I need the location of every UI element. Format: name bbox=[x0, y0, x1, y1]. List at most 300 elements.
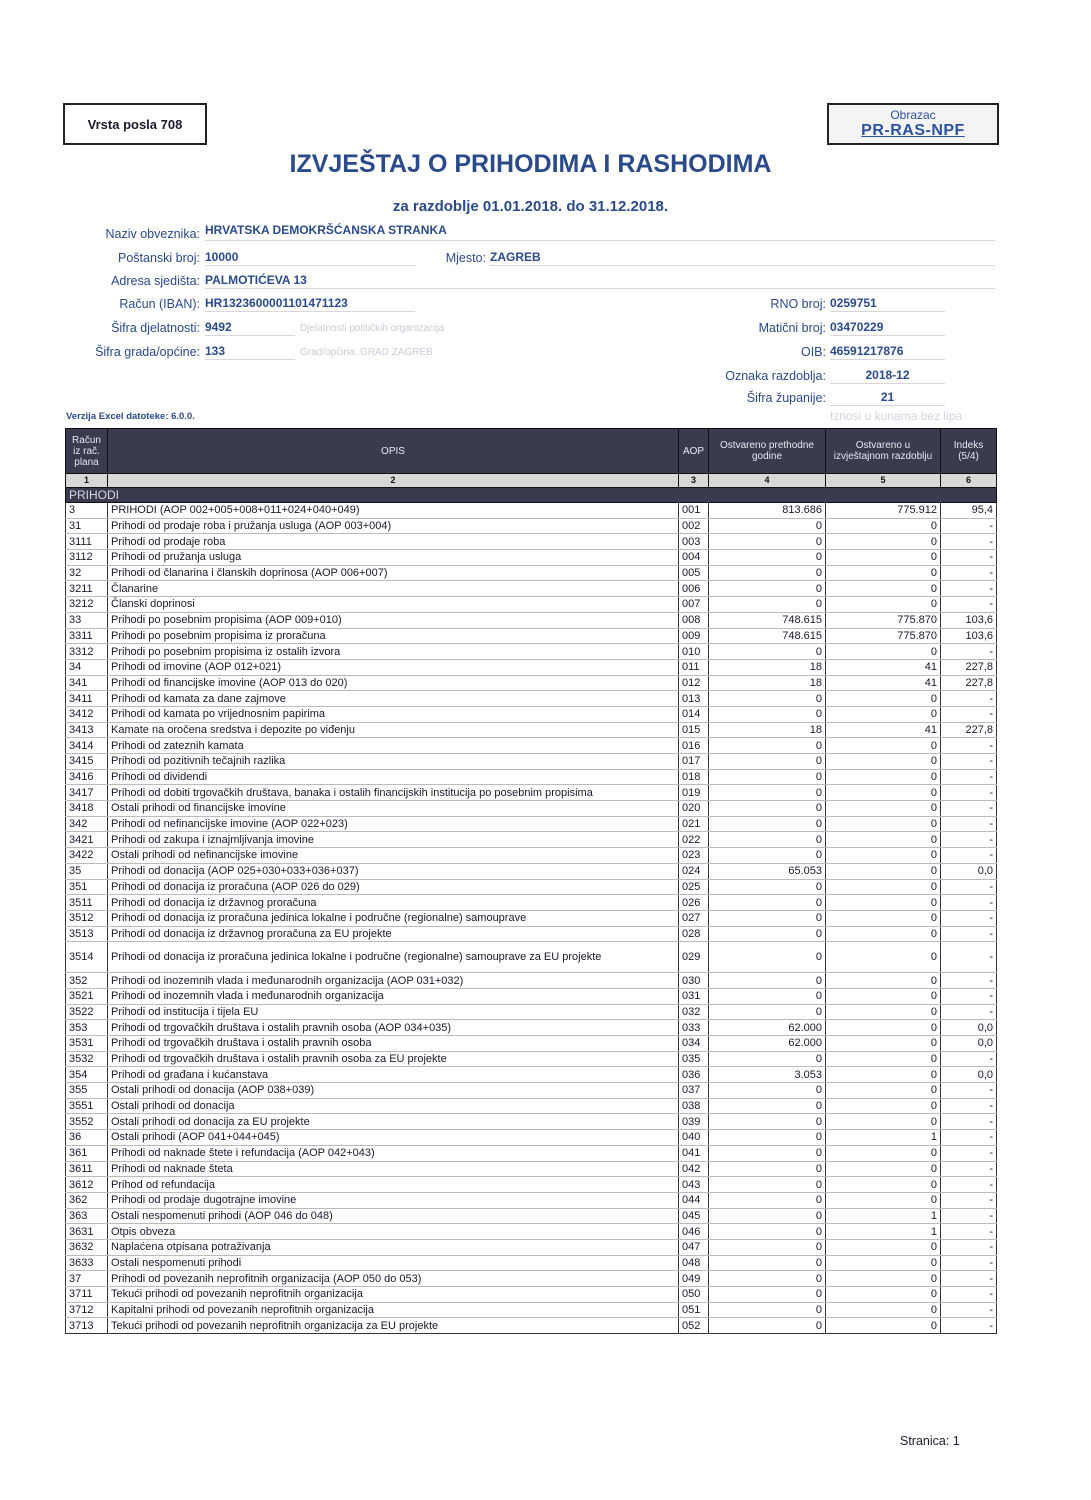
section-row bbox=[66, 488, 997, 503]
djelatnost-label: Šifra djelatnosti: bbox=[111, 321, 200, 335]
description-cell: Prihodi od dividendi bbox=[108, 769, 679, 785]
table-row bbox=[66, 503, 997, 519]
description-cell: Prihodi po posebnim propisima (AOP 009+010) bbox=[108, 612, 679, 628]
index-cell: 0,0 bbox=[941, 1067, 997, 1083]
index-cell: 103,6 bbox=[941, 628, 997, 644]
aop-cell: 024 bbox=[679, 863, 709, 879]
current-period-cell: 0 bbox=[826, 565, 941, 581]
account-cell: 3514 bbox=[66, 942, 108, 973]
aop-cell: 039 bbox=[679, 1114, 709, 1130]
aop-cell: 045 bbox=[679, 1208, 709, 1224]
current-period-cell: 41 bbox=[826, 659, 941, 675]
current-period-cell: 0 bbox=[826, 801, 941, 817]
aop-cell: 023 bbox=[679, 848, 709, 864]
table-row bbox=[66, 628, 997, 644]
report-period-text: za razdoblje 01.01.2018. do 31.12.2018. bbox=[392, 198, 669, 215]
account-cell: 3 bbox=[66, 503, 108, 519]
table-row bbox=[66, 1036, 997, 1052]
table-row bbox=[66, 534, 997, 550]
description-cell: Ostali prihodi od nefinancijske imovine bbox=[108, 848, 679, 864]
description-cell: Prihodi od imovine (AOP 012+021) bbox=[108, 659, 679, 675]
obrazac-box bbox=[827, 103, 999, 145]
aop-cell: 046 bbox=[679, 1224, 709, 1240]
aop-cell: 025 bbox=[679, 879, 709, 895]
table-row bbox=[66, 1192, 997, 1208]
current-period-cell: 775.870 bbox=[826, 628, 941, 644]
previous-year-cell: 0 bbox=[709, 1098, 826, 1114]
table-row bbox=[66, 1161, 997, 1177]
account-cell: 3311 bbox=[66, 628, 108, 644]
current-period-cell: 0 bbox=[826, 644, 941, 660]
account-cell: 3612 bbox=[66, 1177, 108, 1193]
current-period-cell: 1 bbox=[826, 1208, 941, 1224]
previous-year-cell: 0 bbox=[709, 518, 826, 534]
aop-cell: 052 bbox=[679, 1318, 709, 1334]
index-cell: - bbox=[941, 1051, 997, 1067]
previous-year-cell: 0 bbox=[709, 832, 826, 848]
current-period-cell: 0 bbox=[826, 1302, 941, 1318]
current-period-cell: 1 bbox=[826, 1224, 941, 1240]
current-period-cell: 41 bbox=[826, 722, 941, 738]
table-row bbox=[66, 926, 997, 942]
table-row bbox=[66, 659, 997, 675]
previous-year-cell: 0 bbox=[709, 801, 826, 817]
account-cell: 3633 bbox=[66, 1255, 108, 1271]
grad-label: Šifra grada/općine: bbox=[95, 345, 200, 359]
adresa-label: Adresa sjedišta: bbox=[111, 274, 200, 288]
account-cell: 3611 bbox=[66, 1161, 108, 1177]
rno-label: RNO broj: bbox=[770, 297, 826, 311]
table-row bbox=[66, 785, 997, 801]
description-cell: Prihodi od inozemnih vlada i međunarodnih organizacija bbox=[108, 988, 679, 1004]
aop-cell: 034 bbox=[679, 1036, 709, 1052]
description-cell: Prihodi od zateznih kamata bbox=[108, 738, 679, 754]
aop-cell: 032 bbox=[679, 1004, 709, 1020]
previous-year-cell: 0 bbox=[709, 1208, 826, 1224]
aop-cell: 027 bbox=[679, 910, 709, 926]
table-row bbox=[66, 879, 997, 895]
index-cell: 0,0 bbox=[941, 1020, 997, 1036]
grad-description: Grad/općina: GRAD ZAGREB bbox=[300, 347, 433, 358]
previous-year-cell: 0 bbox=[709, 1192, 826, 1208]
table-row bbox=[66, 1287, 997, 1303]
oznaka-label: Oznaka razdoblja: bbox=[725, 369, 826, 383]
account-cell: 3511 bbox=[66, 895, 108, 911]
index-cell: - bbox=[941, 1161, 997, 1177]
current-period-cell: 0 bbox=[826, 1020, 941, 1036]
account-cell: 3531 bbox=[66, 1036, 108, 1052]
aop-cell: 026 bbox=[679, 895, 709, 911]
aop-cell: 047 bbox=[679, 1239, 709, 1255]
aop-cell: 002 bbox=[679, 518, 709, 534]
previous-year-cell: 18 bbox=[709, 675, 826, 691]
document-title-text: IZVJEŠTAJ O PRIHODIMA I RASHODIMA bbox=[289, 150, 772, 178]
table-row bbox=[66, 565, 997, 581]
current-period-cell: 0 bbox=[826, 534, 941, 550]
account-cell: 3416 bbox=[66, 769, 108, 785]
description-cell: Prihodi od zakupa i iznajmljivanja imovine bbox=[108, 832, 679, 848]
index-cell: - bbox=[941, 1192, 997, 1208]
description-cell: Ostali prihodi od donacija (AOP 038+039) bbox=[108, 1083, 679, 1099]
maticni-label: Matični broj: bbox=[758, 321, 826, 335]
grad-value: 133 bbox=[205, 344, 295, 360]
index-cell: 0,0 bbox=[941, 863, 997, 879]
header-izvjestajnom: Ostvareno u izvještajnom razdoblju bbox=[826, 429, 941, 474]
current-period-cell: 0 bbox=[826, 1036, 941, 1052]
current-period-cell: 0 bbox=[826, 1271, 941, 1287]
index-cell: - bbox=[941, 1302, 997, 1318]
aop-cell: 038 bbox=[679, 1098, 709, 1114]
current-period-cell: 41 bbox=[826, 675, 941, 691]
header-opis: OPIS bbox=[108, 429, 679, 474]
previous-year-cell: 0 bbox=[709, 895, 826, 911]
vrsta-posla-label: Vrsta posla 708 bbox=[87, 116, 183, 132]
account-cell: 3411 bbox=[66, 691, 108, 707]
description-cell: Otpis obveza bbox=[108, 1224, 679, 1240]
previous-year-cell: 0 bbox=[709, 1287, 826, 1303]
description-cell: Prihodi od prodaje roba bbox=[108, 534, 679, 550]
aop-cell: 036 bbox=[679, 1067, 709, 1083]
index-cell: - bbox=[941, 832, 997, 848]
account-cell: 34 bbox=[66, 659, 108, 675]
table-row bbox=[66, 1130, 997, 1146]
adresa-value: PALMOTIĆEVA 13 bbox=[205, 273, 995, 289]
current-period-cell: 775.870 bbox=[826, 612, 941, 628]
table-row bbox=[66, 675, 997, 691]
index-cell: - bbox=[941, 785, 997, 801]
col-number-6: 6 bbox=[941, 474, 997, 488]
table-row bbox=[66, 832, 997, 848]
table-header-row bbox=[66, 429, 997, 474]
current-period-cell: 0 bbox=[826, 785, 941, 801]
previous-year-cell: 0 bbox=[709, 1145, 826, 1161]
description-cell: Prihodi od građana i kućanstava bbox=[108, 1067, 679, 1083]
index-cell: - bbox=[941, 988, 997, 1004]
current-period-cell: 0 bbox=[826, 1287, 941, 1303]
account-cell: 355 bbox=[66, 1083, 108, 1099]
description-cell: Prihodi od kamata za dane zajmove bbox=[108, 691, 679, 707]
previous-year-cell: 0 bbox=[709, 550, 826, 566]
description-cell: Prihodi od trgovačkih društava i ostalih pravnih osoba (AOP 034+035) bbox=[108, 1020, 679, 1036]
account-cell: 3712 bbox=[66, 1302, 108, 1318]
maticni-value: 03470229 bbox=[830, 320, 945, 336]
index-cell: - bbox=[941, 1114, 997, 1130]
current-period-cell: 0 bbox=[826, 1067, 941, 1083]
account-cell: 3422 bbox=[66, 848, 108, 864]
aop-cell: 019 bbox=[679, 785, 709, 801]
table-row bbox=[66, 691, 997, 707]
aop-cell: 028 bbox=[679, 926, 709, 942]
page-number: Stranica: 1 bbox=[900, 1434, 960, 1448]
description-cell: Ostali prihodi od donacija bbox=[108, 1098, 679, 1114]
account-cell: 31 bbox=[66, 518, 108, 534]
description-cell: Prihodi od trgovačkih društava i ostalih pravnih osoba za EU projekte bbox=[108, 1051, 679, 1067]
vrsta-posla-box bbox=[63, 103, 207, 145]
table-row bbox=[66, 910, 997, 926]
currency-note: Iznosi u kunama bez lipa bbox=[830, 409, 963, 423]
aop-cell: 050 bbox=[679, 1287, 709, 1303]
current-period-cell: 0 bbox=[826, 863, 941, 879]
racun-label: Račun (IBAN): bbox=[119, 297, 200, 311]
index-cell: - bbox=[941, 644, 997, 660]
current-period-cell: 1 bbox=[826, 1130, 941, 1146]
account-cell: 363 bbox=[66, 1208, 108, 1224]
current-period-cell: 0 bbox=[826, 1161, 941, 1177]
index-cell: - bbox=[941, 706, 997, 722]
current-period-cell: 0 bbox=[826, 973, 941, 989]
report-period bbox=[0, 198, 1091, 215]
aop-cell: 004 bbox=[679, 550, 709, 566]
index-cell: - bbox=[941, 769, 997, 785]
index-cell: - bbox=[941, 1287, 997, 1303]
previous-year-cell: 0 bbox=[709, 706, 826, 722]
aop-cell: 048 bbox=[679, 1255, 709, 1271]
table-row bbox=[66, 738, 997, 754]
previous-year-cell: 0 bbox=[709, 1224, 826, 1240]
index-cell: 95,4 bbox=[941, 503, 997, 519]
account-cell: 3417 bbox=[66, 785, 108, 801]
income-table bbox=[65, 428, 997, 1334]
previous-year-cell: 0 bbox=[709, 973, 826, 989]
account-cell: 3713 bbox=[66, 1318, 108, 1334]
document-title bbox=[0, 150, 1091, 179]
description-cell: Prihodi od inozemnih vlada i međunarodnih organizacija (AOP 031+032) bbox=[108, 973, 679, 989]
previous-year-cell: 3.053 bbox=[709, 1067, 826, 1083]
table-row bbox=[66, 942, 997, 973]
table-row bbox=[66, 1083, 997, 1099]
description-cell: Prihodi od donacija iz proračuna jedinica lokalne i područne (regionalne) samouprave za EU projekte bbox=[108, 942, 679, 973]
index-cell: - bbox=[941, 1271, 997, 1287]
description-cell: Prihod od refundacija bbox=[108, 1177, 679, 1193]
account-cell: 3521 bbox=[66, 988, 108, 1004]
account-cell: 35 bbox=[66, 863, 108, 879]
index-cell: - bbox=[941, 1318, 997, 1334]
current-period-cell: 0 bbox=[826, 1004, 941, 1020]
index-cell: - bbox=[941, 973, 997, 989]
aop-cell: 012 bbox=[679, 675, 709, 691]
current-period-cell: 0 bbox=[826, 895, 941, 911]
description-cell: Ostali prihodi od donacija za EU projekte bbox=[108, 1114, 679, 1130]
description-cell: Prihodi od članarina i članskih doprinosa (AOP 006+007) bbox=[108, 565, 679, 581]
aop-cell: 021 bbox=[679, 816, 709, 832]
djelatnost-value: 9492 bbox=[205, 320, 295, 336]
table-row bbox=[66, 612, 997, 628]
current-period-cell: 0 bbox=[826, 581, 941, 597]
djelatnost-description: Djelatnosti političkih organizacija bbox=[300, 323, 444, 334]
current-period-cell: 0 bbox=[826, 1114, 941, 1130]
account-cell: 352 bbox=[66, 973, 108, 989]
description-cell: Prihodi od naknade štete i refundacija (AOP 042+043) bbox=[108, 1145, 679, 1161]
index-cell: 227,8 bbox=[941, 722, 997, 738]
excel-version: Verzija Excel datoteke: 6.0.0. bbox=[66, 411, 195, 422]
account-cell: 32 bbox=[66, 565, 108, 581]
aop-cell: 031 bbox=[679, 988, 709, 1004]
index-cell: - bbox=[941, 581, 997, 597]
previous-year-cell: 0 bbox=[709, 1161, 826, 1177]
index-cell: - bbox=[941, 534, 997, 550]
current-period-cell: 0 bbox=[826, 597, 941, 613]
header-aop: AOP bbox=[679, 429, 709, 474]
aop-cell: 014 bbox=[679, 706, 709, 722]
description-cell: Tekući prihodi od povezanih neprofitnih organizacija bbox=[108, 1287, 679, 1303]
account-cell: 3111 bbox=[66, 534, 108, 550]
previous-year-cell: 0 bbox=[709, 1177, 826, 1193]
previous-year-cell: 0 bbox=[709, 644, 826, 660]
aop-cell: 009 bbox=[679, 628, 709, 644]
table-row bbox=[66, 973, 997, 989]
previous-year-cell: 0 bbox=[709, 1239, 826, 1255]
current-period-cell: 0 bbox=[826, 1083, 941, 1099]
index-cell: - bbox=[941, 1130, 997, 1146]
previous-year-cell: 0 bbox=[709, 1083, 826, 1099]
current-period-cell: 0 bbox=[826, 1098, 941, 1114]
current-period-cell: 0 bbox=[826, 832, 941, 848]
table-row bbox=[66, 722, 997, 738]
current-period-cell: 0 bbox=[826, 550, 941, 566]
account-cell: 3112 bbox=[66, 550, 108, 566]
description-cell: Prihodi od kamata po vrijednosnim papirima bbox=[108, 706, 679, 722]
table-row bbox=[66, 1318, 997, 1334]
description-cell: Prihodi od donacija iz proračuna (AOP 026 do 029) bbox=[108, 879, 679, 895]
account-cell: 351 bbox=[66, 879, 108, 895]
table-row bbox=[66, 1145, 997, 1161]
previous-year-cell: 62.000 bbox=[709, 1020, 826, 1036]
table-row bbox=[66, 801, 997, 817]
account-cell: 354 bbox=[66, 1067, 108, 1083]
table-row bbox=[66, 1020, 997, 1036]
table-row bbox=[66, 550, 997, 566]
description-cell: Prihodi od financijske imovine (AOP 013 do 020) bbox=[108, 675, 679, 691]
previous-year-cell: 0 bbox=[709, 769, 826, 785]
index-cell: - bbox=[941, 816, 997, 832]
current-period-cell: 0 bbox=[826, 988, 941, 1004]
table-row bbox=[66, 518, 997, 534]
account-cell: 3513 bbox=[66, 926, 108, 942]
aop-cell: 005 bbox=[679, 565, 709, 581]
zupanija-value: 21 bbox=[830, 390, 945, 406]
previous-year-cell: 0 bbox=[709, 738, 826, 754]
description-cell: Kapitalni prihodi od povezanih neprofitnih organizacija bbox=[108, 1302, 679, 1318]
previous-year-cell: 62.000 bbox=[709, 1036, 826, 1052]
description-cell: Kamate na oročena sredstva i depozite po viđenju bbox=[108, 722, 679, 738]
previous-year-cell: 0 bbox=[709, 848, 826, 864]
aop-cell: 035 bbox=[679, 1051, 709, 1067]
description-cell: Prihodi od donacija (AOP 025+030+033+036+037) bbox=[108, 863, 679, 879]
aop-cell: 007 bbox=[679, 597, 709, 613]
index-cell: - bbox=[941, 1004, 997, 1020]
account-cell: 361 bbox=[66, 1145, 108, 1161]
current-period-cell: 0 bbox=[826, 518, 941, 534]
oznaka-value: 2018-12 bbox=[830, 368, 945, 384]
oib-label: OIB: bbox=[800, 345, 826, 359]
mjesto-label: Mjesto: bbox=[445, 251, 486, 265]
previous-year-cell: 0 bbox=[709, 1302, 826, 1318]
current-period-cell: 0 bbox=[826, 691, 941, 707]
aop-cell: 033 bbox=[679, 1020, 709, 1036]
naziv-value: HRVATSKA DEMOKRŠĆANSKA STRANKA bbox=[205, 223, 995, 241]
table-row bbox=[66, 581, 997, 597]
index-cell: - bbox=[941, 518, 997, 534]
previous-year-cell: 0 bbox=[709, 754, 826, 770]
description-cell: Prihodi od dobiti trgovačkih društava, banaka i ostalih financijskih institucija po posebnim propisima bbox=[108, 785, 679, 801]
current-period-cell: 0 bbox=[826, 706, 941, 722]
aop-cell: 001 bbox=[679, 503, 709, 519]
account-cell: 362 bbox=[66, 1192, 108, 1208]
index-cell: - bbox=[941, 895, 997, 911]
header-racun: Račun iz rač. plana bbox=[66, 429, 108, 474]
previous-year-cell: 0 bbox=[709, 1004, 826, 1020]
racun-value: HR1323600001101471123 bbox=[205, 296, 415, 312]
account-cell: 3631 bbox=[66, 1224, 108, 1240]
aop-cell: 022 bbox=[679, 832, 709, 848]
previous-year-cell: 0 bbox=[709, 785, 826, 801]
column-number-row bbox=[66, 474, 997, 488]
aop-cell: 016 bbox=[679, 738, 709, 754]
description-cell: Prihodi od donacija iz državnog proračuna za EU projekte bbox=[108, 926, 679, 942]
aop-cell: 010 bbox=[679, 644, 709, 660]
account-cell: 37 bbox=[66, 1271, 108, 1287]
account-cell: 342 bbox=[66, 816, 108, 832]
description-cell: Članski doprinosi bbox=[108, 597, 679, 613]
index-cell: - bbox=[941, 1145, 997, 1161]
account-cell: 3415 bbox=[66, 754, 108, 770]
account-cell: 3418 bbox=[66, 801, 108, 817]
aop-cell: 018 bbox=[679, 769, 709, 785]
current-period-cell: 0 bbox=[826, 1177, 941, 1193]
table-row bbox=[66, 1208, 997, 1224]
index-cell: 103,6 bbox=[941, 612, 997, 628]
table-row bbox=[66, 816, 997, 832]
aop-cell: 041 bbox=[679, 1145, 709, 1161]
previous-year-cell: 0 bbox=[709, 988, 826, 1004]
table-row bbox=[66, 1004, 997, 1020]
aop-cell: 003 bbox=[679, 534, 709, 550]
index-cell: - bbox=[941, 1098, 997, 1114]
account-cell: 3414 bbox=[66, 738, 108, 754]
account-cell: 36 bbox=[66, 1130, 108, 1146]
index-cell: - bbox=[941, 910, 997, 926]
index-cell: - bbox=[941, 754, 997, 770]
index-cell: - bbox=[941, 1177, 997, 1193]
header-indeks: Indeks (5/4) bbox=[941, 429, 997, 474]
current-period-cell: 0 bbox=[826, 816, 941, 832]
index-cell: - bbox=[941, 597, 997, 613]
table-row bbox=[66, 1177, 997, 1193]
description-cell: Ostali nespomenuti prihodi bbox=[108, 1255, 679, 1271]
oib-value: 46591217876 bbox=[830, 344, 945, 360]
postanski-value: 10000 bbox=[205, 250, 415, 266]
col-number-5: 5 bbox=[826, 474, 941, 488]
table-row bbox=[66, 1224, 997, 1240]
table-row bbox=[66, 597, 997, 613]
description-cell: Prihodi od institucija i tijela EU bbox=[108, 1004, 679, 1020]
account-cell: 3552 bbox=[66, 1114, 108, 1130]
table-row bbox=[66, 1114, 997, 1130]
zupanija-label: Šifra županije: bbox=[746, 391, 826, 405]
previous-year-cell: 0 bbox=[709, 597, 826, 613]
account-cell: 3211 bbox=[66, 581, 108, 597]
description-cell: Tekući prihodi od povezanih neprofitnih organizacija za EU projekte bbox=[108, 1318, 679, 1334]
description-cell: Prihodi od pozitivnih tečajnih razlika bbox=[108, 754, 679, 770]
table-row bbox=[66, 1239, 997, 1255]
table-row bbox=[66, 1255, 997, 1271]
table-row bbox=[66, 754, 997, 770]
section-label: PRIHODI bbox=[66, 488, 997, 503]
aop-cell: 011 bbox=[679, 659, 709, 675]
description-cell: Članarine bbox=[108, 581, 679, 597]
current-period-cell: 775.912 bbox=[826, 503, 941, 519]
account-cell: 3551 bbox=[66, 1098, 108, 1114]
